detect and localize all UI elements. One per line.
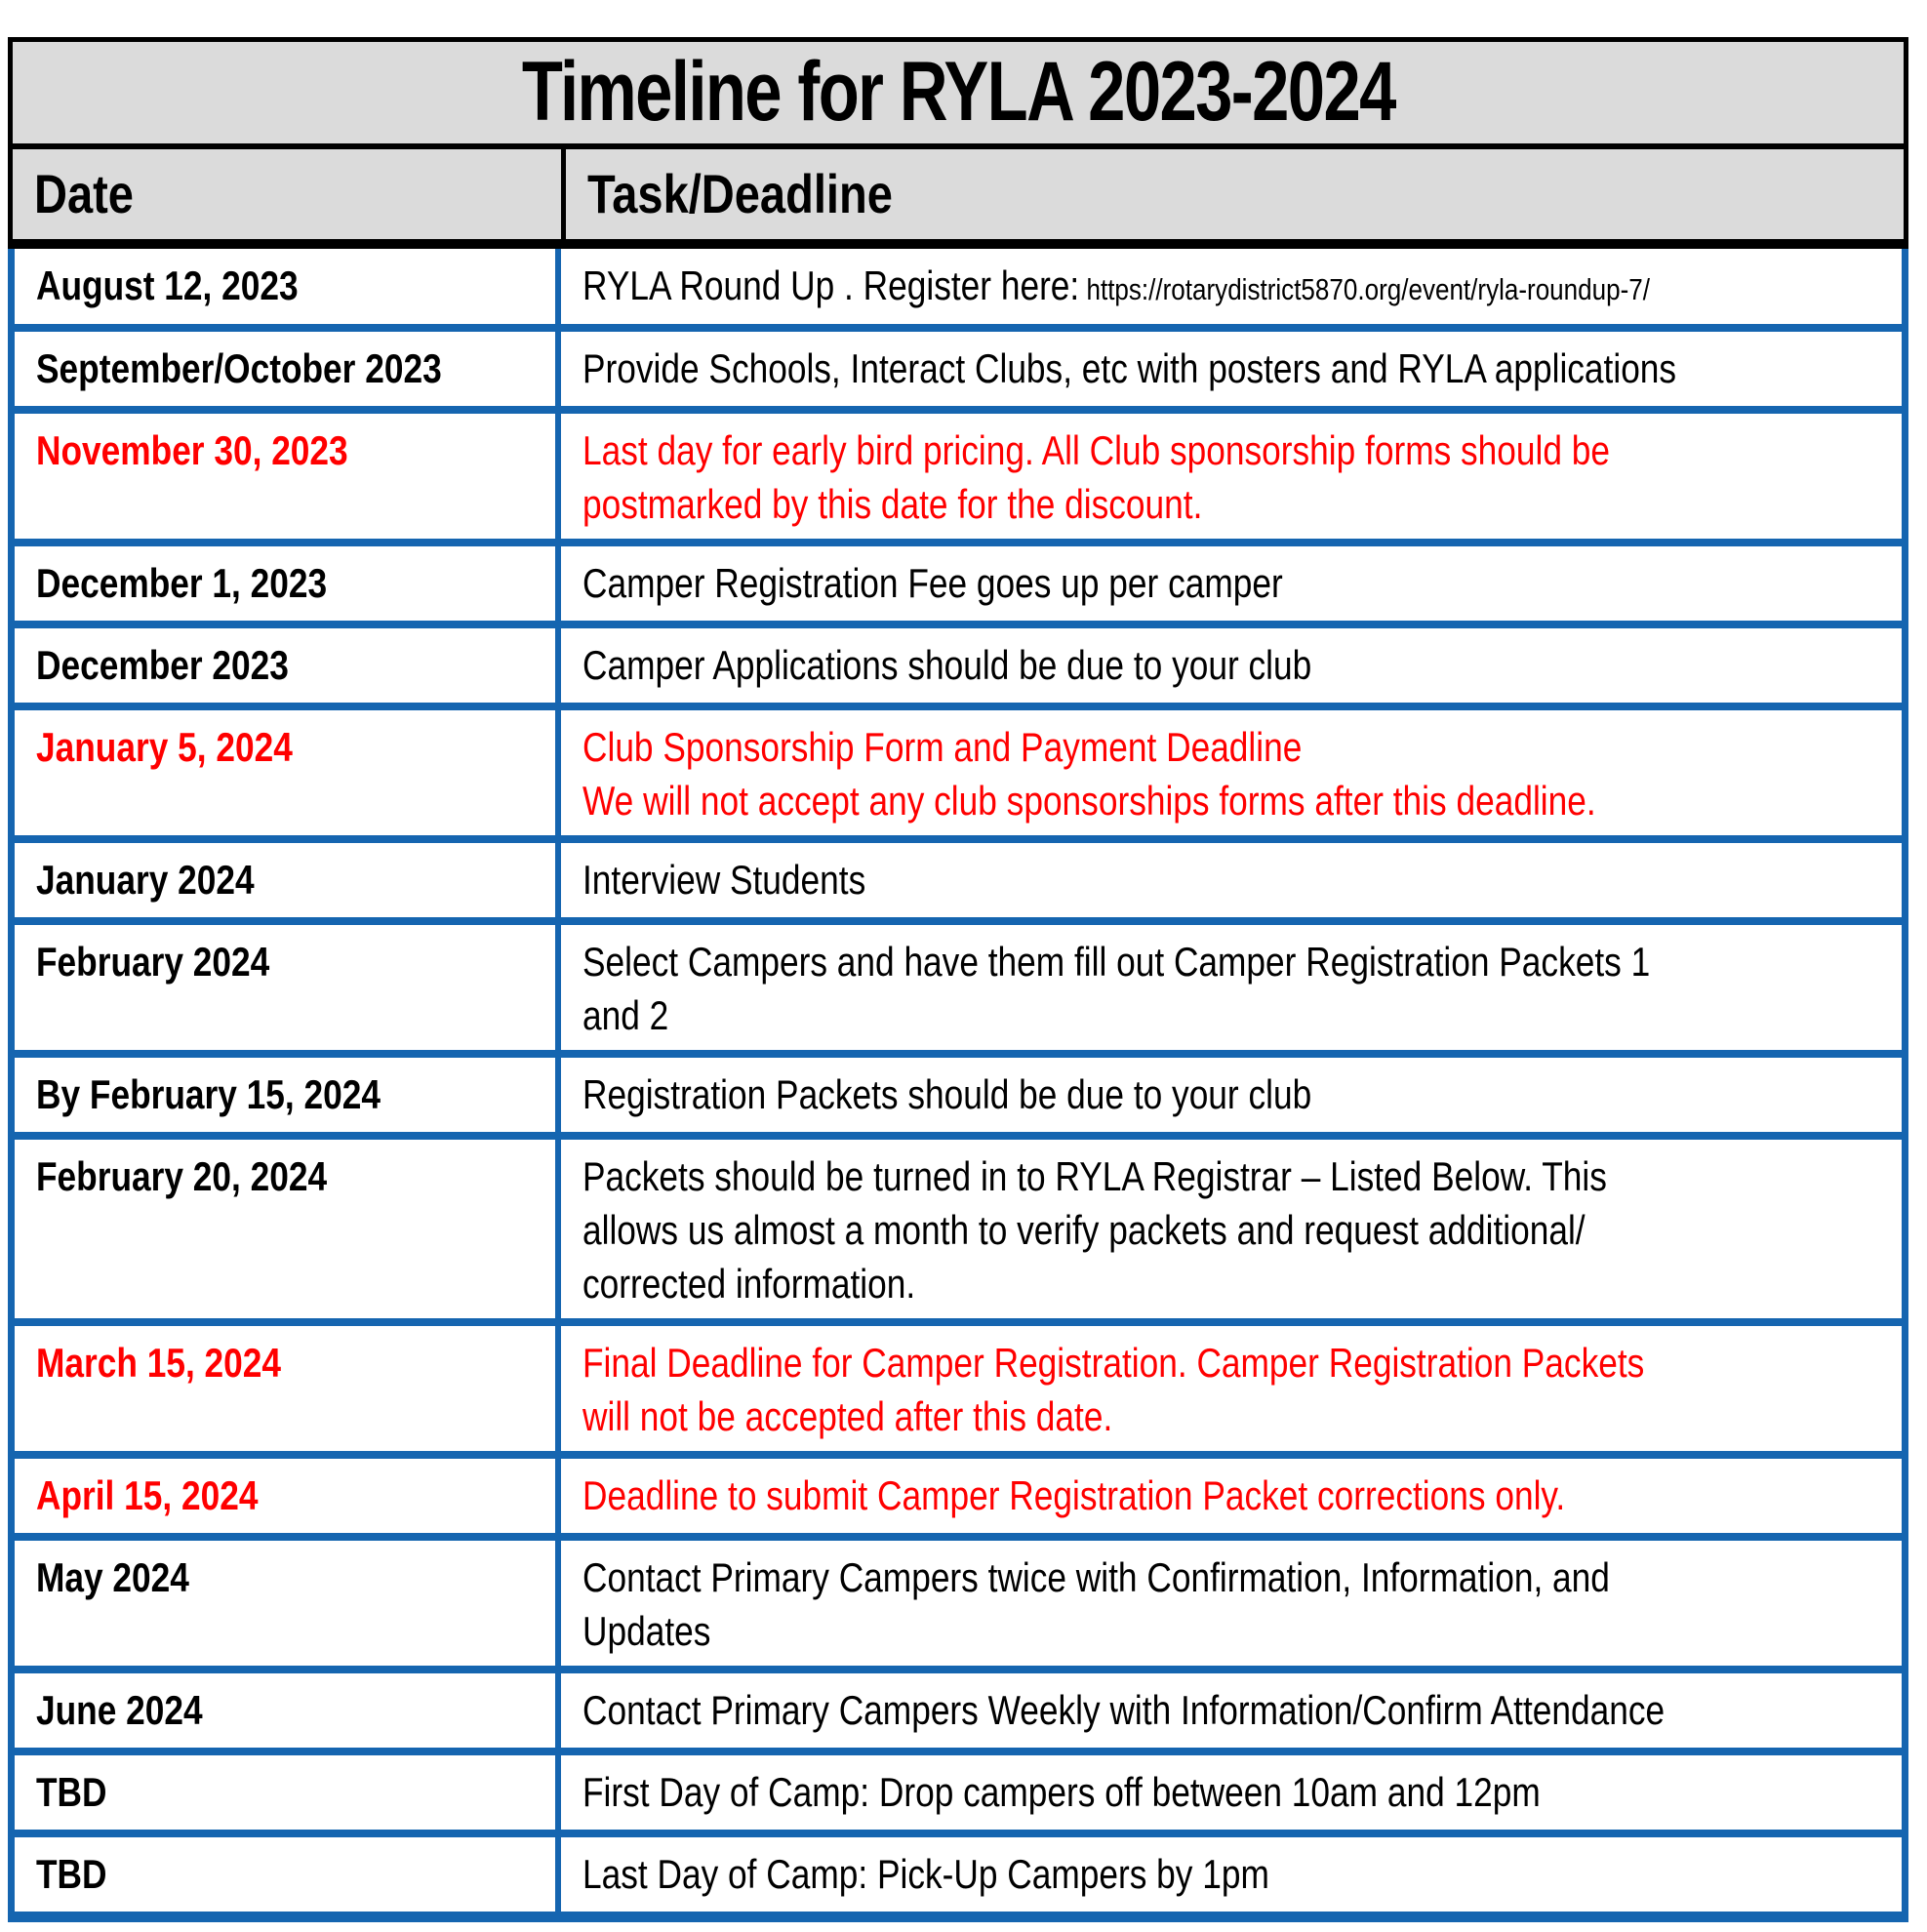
task-line xyxy=(582,988,1892,1042)
date-text: January 2024 xyxy=(36,857,255,903)
task-cell xyxy=(561,1140,1902,1318)
date-cell xyxy=(15,1140,561,1318)
table-row xyxy=(15,621,1902,703)
task-text: will not be accepted after this date. xyxy=(582,1393,1113,1439)
date-cell xyxy=(15,843,561,917)
task-text: Camper Applications should be due to your club xyxy=(582,642,1312,688)
date-cell xyxy=(15,1459,561,1533)
task-line xyxy=(582,638,1892,692)
task-line xyxy=(582,423,1892,477)
task-line xyxy=(582,1550,1892,1604)
date-text: February 2024 xyxy=(36,939,270,985)
date-text: September/October 2023 xyxy=(36,345,442,391)
task-line xyxy=(582,853,1892,906)
task-text: Final Deadline for Camper Registration. Camper Registration Packets xyxy=(582,1340,1645,1386)
date-text: April 15, 2024 xyxy=(36,1472,259,1518)
task-cell xyxy=(561,332,1902,406)
header-task-label: Task/Deadline xyxy=(587,163,893,224)
task-cell xyxy=(561,1837,1902,1912)
task-cell xyxy=(561,710,1902,835)
task-cell xyxy=(561,843,1902,917)
table-row xyxy=(15,835,1902,917)
task-line xyxy=(582,1604,1892,1658)
date-text: February 20, 2024 xyxy=(36,1153,328,1199)
task-cell xyxy=(561,1326,1902,1451)
date-cell xyxy=(15,249,561,324)
date-text: May 2024 xyxy=(36,1554,189,1600)
table-row xyxy=(15,1830,1902,1912)
task-line xyxy=(582,1149,1892,1203)
task-line xyxy=(582,774,1892,827)
task-cell xyxy=(561,1459,1902,1533)
task-line xyxy=(582,1847,1892,1901)
date-text: November 30, 2023 xyxy=(36,427,348,473)
table-row xyxy=(15,1666,1902,1748)
date-cell xyxy=(15,925,561,1050)
date-text: TBD xyxy=(36,1769,107,1815)
task-line xyxy=(582,1765,1892,1819)
task-line xyxy=(582,1389,1892,1443)
task-text: First Day of Camp: Drop campers off between 10am and 12pm xyxy=(582,1769,1541,1815)
task-text: Select Campers and have them fill out Camper Registration Packets 1 xyxy=(582,939,1651,985)
task-cell xyxy=(561,925,1902,1050)
task-line xyxy=(582,935,1892,988)
table-row xyxy=(15,324,1902,406)
header-date-label: Date xyxy=(34,163,134,224)
header-cell-task xyxy=(566,149,1904,239)
date-text: December 2023 xyxy=(36,642,289,688)
task-line xyxy=(582,259,1892,316)
date-text: August 12, 2023 xyxy=(36,262,299,308)
task-text: Updates xyxy=(582,1608,711,1654)
task-text: corrected information. xyxy=(582,1261,916,1307)
date-text: June 2024 xyxy=(36,1687,203,1733)
task-text: We will not accept any club sponsorships forms after this deadline. xyxy=(582,778,1596,824)
task-cell xyxy=(561,1755,1902,1830)
table-row xyxy=(15,703,1902,835)
date-text: By February 15, 2024 xyxy=(36,1071,381,1117)
date-cell xyxy=(15,628,561,703)
task-cell xyxy=(561,546,1902,621)
date-cell xyxy=(15,1837,561,1912)
task-line xyxy=(582,1336,1892,1389)
table-row xyxy=(15,406,1902,539)
task-line xyxy=(582,556,1892,610)
date-text: January 5, 2024 xyxy=(36,724,293,770)
date-cell xyxy=(15,1673,561,1748)
date-text: March 15, 2024 xyxy=(36,1340,282,1386)
date-cell xyxy=(15,546,561,621)
task-cell xyxy=(561,1541,1902,1666)
task-text: postmarked by this date for the discount. xyxy=(582,481,1203,527)
table-header-row xyxy=(8,149,1908,249)
table-row xyxy=(15,249,1902,324)
task-text: Deadline to submit Camper Registration Packet corrections only. xyxy=(582,1472,1566,1518)
date-cell xyxy=(15,332,561,406)
table-row xyxy=(15,917,1902,1050)
table-row xyxy=(15,1050,1902,1132)
task-line xyxy=(582,1067,1892,1121)
table-row xyxy=(15,1748,1902,1830)
task-text: Interview Students xyxy=(582,857,866,903)
header-cell-date xyxy=(13,149,566,239)
task-line xyxy=(582,1469,1892,1522)
date-cell xyxy=(15,1326,561,1451)
table-row xyxy=(15,1318,1902,1451)
task-cell xyxy=(561,1673,1902,1748)
task-line xyxy=(582,1257,1892,1310)
task-text: Provide Schools, Interact Clubs, etc with posters and RYLA applications xyxy=(582,345,1677,391)
task-text: Registration Packets should be due to your club xyxy=(582,1071,1312,1117)
task-text: RYLA Round Up . Register here: https://rotarydistrict5870.org/event/ryla-roundup-7/ xyxy=(582,262,1650,308)
page-title: Timeline for RYLA 2023-2024 xyxy=(521,45,1395,139)
timeline-table xyxy=(8,37,1908,1922)
table-row xyxy=(15,1132,1902,1318)
date-text: TBD xyxy=(36,1851,107,1897)
task-line xyxy=(582,1683,1892,1737)
table-row xyxy=(15,539,1902,621)
date-text: December 1, 2023 xyxy=(36,560,328,606)
task-text: Contact Primary Campers twice with Confirmation, Information, and xyxy=(582,1554,1610,1600)
task-cell xyxy=(561,414,1902,539)
table-row xyxy=(15,1451,1902,1533)
table-body xyxy=(8,249,1908,1922)
date-cell xyxy=(15,1541,561,1666)
task-text: Club Sponsorship Form and Payment Deadline xyxy=(582,724,1303,770)
date-cell xyxy=(15,710,561,835)
task-line xyxy=(582,1203,1892,1257)
task-line xyxy=(582,477,1892,531)
task-cell xyxy=(561,1058,1902,1132)
date-cell xyxy=(15,1755,561,1830)
task-text: allows us almost a month to verify packets and request additional/ xyxy=(582,1207,1586,1253)
task-cell xyxy=(561,628,1902,703)
task-text: Contact Primary Campers Weekly with Information/Confirm Attendance xyxy=(582,1687,1666,1733)
task-text: Last Day of Camp: Pick-Up Campers by 1pm xyxy=(582,1851,1269,1897)
date-cell xyxy=(15,414,561,539)
task-text: Packets should be turned in to RYLA Registrar – Listed Below. This xyxy=(582,1153,1607,1199)
task-text: and 2 xyxy=(582,992,669,1038)
task-line xyxy=(582,342,1892,395)
task-text: Camper Registration Fee goes up per camper xyxy=(582,560,1283,606)
registration-url-text: https://rotarydistrict5870.org/event/ryla-roundup-7/ xyxy=(1079,272,1650,306)
date-cell xyxy=(15,1058,561,1132)
table-row xyxy=(15,1533,1902,1666)
table-title-band xyxy=(8,37,1908,149)
task-line xyxy=(582,720,1892,774)
task-text: Last day for early bird pricing. All Club sponsorship forms should be xyxy=(582,427,1611,473)
task-cell xyxy=(561,249,1902,324)
